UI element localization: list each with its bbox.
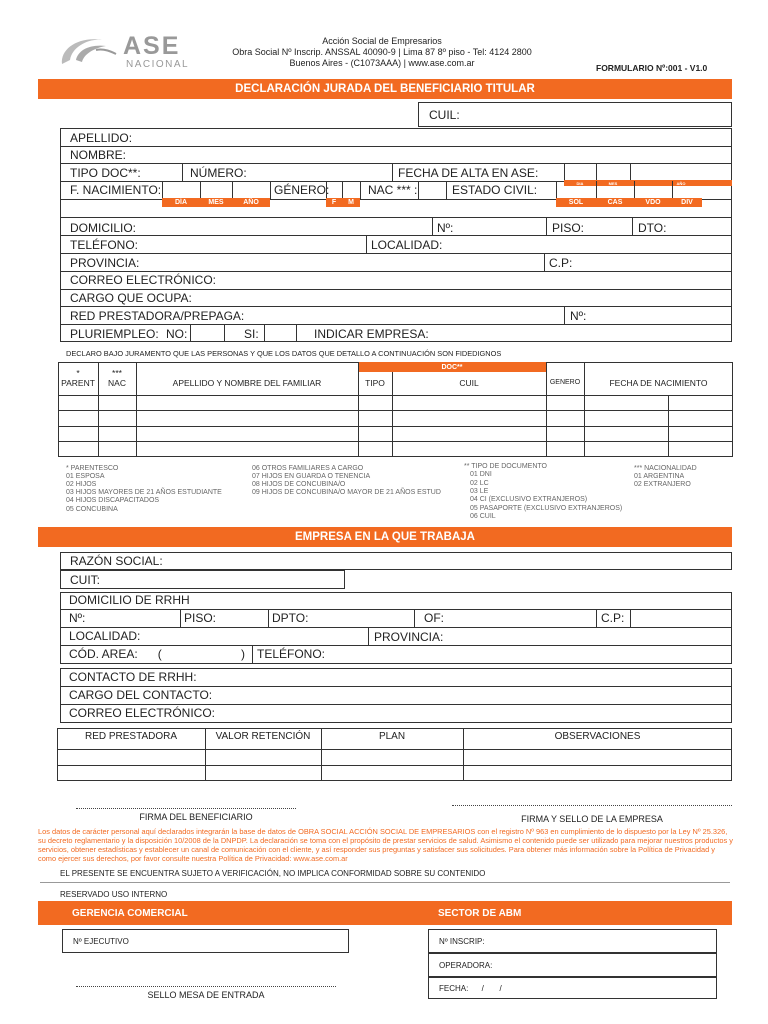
logo xyxy=(56,30,190,72)
tipo-doc-label: TIPO DOC**: xyxy=(70,166,141,180)
genero-f-tag: F xyxy=(326,198,342,207)
rrhh-cp-label: C.P: xyxy=(601,611,625,625)
domicilio-rrhh-label: DOMICILIO DE RRHH xyxy=(69,593,190,607)
pluriempleo-label: PLURIEMPLEO: xyxy=(70,327,159,341)
section-title-declaracion xyxy=(38,79,732,99)
cuit-field[interactable] xyxy=(60,570,345,589)
cod-area-label: CÓD. AREA: ( xyxy=(69,647,162,661)
ase-swoosh-icon xyxy=(56,30,128,72)
col-plan: PLAN xyxy=(378,731,406,742)
telefono-label: TELÉFONO: xyxy=(70,238,139,252)
estado-civil-label: ESTADO CIVIL: xyxy=(452,183,538,197)
rrhh-correo-label: CORREO ELECTRÓNICO: xyxy=(69,706,216,720)
correo-label: CORREO ELECTRÓNICO: xyxy=(70,273,217,287)
fecha-field[interactable] xyxy=(428,977,717,999)
note-line: 01 DNI xyxy=(470,471,492,478)
col-apellido: APELLIDO Y NOMBRE DEL FAMILIAR xyxy=(172,378,322,388)
nro-ejecutivo-field[interactable] xyxy=(62,929,349,953)
org-line3: Buenos Aires - (C1073AAA) | www.ase.com.ar xyxy=(289,58,475,68)
alta-dia-tag: DIA xyxy=(564,180,596,186)
section-title-text: EMPRESA EN LA QUE TRABAJA xyxy=(295,531,475,543)
note-line: 08 HIJOS DE CONCUBINA/O xyxy=(252,481,346,488)
note-line: 06 CUIL xyxy=(470,513,496,520)
form-id: FORMULARIO Nº:001 - V1.0 xyxy=(596,63,708,73)
col-red-prestadora: RED PRESTADORA xyxy=(84,731,178,742)
red-label: RED PRESTADORA/PREPAGA: xyxy=(70,309,245,323)
contacto-label: CONTACTO DE RRHH: xyxy=(69,670,197,684)
nombre-label: NOMBRE: xyxy=(70,148,127,162)
localidad-label: LOCALIDAD: xyxy=(371,238,443,252)
mes-tag: MES xyxy=(200,198,232,207)
col-parent: PARENT xyxy=(61,378,95,388)
dia-tag: DÍA xyxy=(162,198,200,207)
note-line: 03 LE xyxy=(470,488,489,495)
alta-anio-tag: AÑO xyxy=(630,180,732,186)
privacy-notice: Los datos de carácter personal aquí declarados integrarán la base de datos de OBRA SOCIAL ACCIÓN SOCIAL DE EMPRESARIOS con el registro Nº 963 en cumplimiento de lo dispuesto por la Ley Nº 25.326, su decreto reglamentario y la disposición 10/2008 de la DNPDP. La declaración se toma con el propósito de prestar servicios de salud. Asimismo el contenido puede ser utilizado para mejorar nuestros productos y servicios, obtener estadísticas y establecer un canal de comunicación con el cliente, y así responder sus preguntas y satisfacer sus solicitudes. Para obtener más información sobre la Política de Privacidad y como ejercer sus derechos, por favor consulte nuestra Política de Privacidad: www.ase.com.ar xyxy=(38,827,733,863)
razon-social-label: RAZÓN SOCIAL: xyxy=(70,554,163,568)
rrhh-nro-label: Nº: xyxy=(69,611,86,625)
col-fecha-nac: FECHA DE NACIMIENTO xyxy=(609,378,708,388)
genero-label: GÉNERO: xyxy=(274,183,330,197)
gerencia-comercial-text: GERENCIA COMERCIAL xyxy=(72,907,188,919)
note-line: 04 CI (EXCLUSIVO EXTRANJEROS) xyxy=(470,496,588,503)
verificacion-note: EL PRESENTE SE ENCUENTRA SUJETO A VERIFICACIÓN, NO IMPLICA CONFORMIDAD SOBRE SU CONTENIDO xyxy=(60,869,486,878)
rrhh-of-label: OF: xyxy=(424,611,444,625)
note-line: 03 HIJOS MAYORES DE 21 AÑOS ESTUDIANTE xyxy=(66,489,222,496)
note-line: * PARENTESCO xyxy=(66,465,119,472)
gerencia-comercial-bar xyxy=(38,901,732,925)
cp-label: C.P: xyxy=(549,256,573,270)
col-parent-star: * xyxy=(76,368,80,378)
note-line: 09 HIJOS DE CONCUBINA/O MAYOR DE 21 AÑOS ESTUD xyxy=(252,489,441,496)
vdo-tag: VDO xyxy=(634,198,672,207)
apellido-label: APELLIDO: xyxy=(70,131,133,145)
note-line: 02 LC xyxy=(470,480,489,487)
sello-line xyxy=(76,986,336,987)
note-line: 05 CONCUBINA xyxy=(66,506,118,513)
domicilio-label: DOMICILIO: xyxy=(70,221,137,235)
note-line: 01 ESPOSA xyxy=(66,473,105,480)
div-tag: DIV xyxy=(672,198,702,207)
note-line: ** TIPO DE DOCUMENTO xyxy=(464,463,547,470)
anio-tag: AÑO xyxy=(232,198,270,207)
cuil-field[interactable] xyxy=(418,102,732,127)
rrhh-provincia-label: PROVINCIA: xyxy=(374,630,444,644)
section-title-empresa xyxy=(38,527,732,547)
operadora-field[interactable] xyxy=(428,953,717,977)
fecha-label: FECHA: / / xyxy=(439,984,502,993)
sello-mesa-label: SELLO MESA DE ENTRADA xyxy=(147,990,265,1000)
col-tipo: TIPO xyxy=(365,378,385,388)
rrhh-localidad-label: LOCALIDAD: xyxy=(69,629,141,643)
note-line: 04 HIJOS DISCAPACITADOS xyxy=(66,497,160,504)
col-observaciones: OBSERVACIONES xyxy=(554,731,641,742)
domicilio-nro-label: Nº: xyxy=(437,221,454,235)
note-line: *** NACIONALIDAD xyxy=(634,465,697,472)
col-cuil: CUIL xyxy=(459,378,479,388)
logo-sub: NACIONAL xyxy=(126,59,190,70)
cas-tag: CAS xyxy=(596,198,634,207)
sector-abm-text: SECTOR DE ABM xyxy=(438,907,522,919)
pluriempleo-no-label: NO: xyxy=(166,327,188,341)
org-line1: Acción Social de Empresarios xyxy=(322,36,442,46)
reservado-label: RESERVADO USO INTERNO xyxy=(60,890,168,899)
red-nro-label: Nº: xyxy=(570,309,587,323)
f-nacimiento-label: F. NACIMIENTO: xyxy=(70,183,162,197)
firma-empresa-label: FIRMA Y SELLO DE LA EMPRESA xyxy=(521,814,663,824)
rrhh-piso-label: PISO: xyxy=(184,611,217,625)
col-genero: GENERO xyxy=(549,379,581,386)
sol-tag: SOL xyxy=(556,198,596,207)
col-nac: NAC xyxy=(108,378,126,388)
cargo-contacto-label: CARGO DEL CONTACTO: xyxy=(69,688,213,702)
provincia-label: PROVINCIA: xyxy=(70,256,140,270)
note-line: 05 PASAPORTE (EXCLUSIVO EXTRANJEROS) xyxy=(470,505,623,512)
razon-social-field[interactable] xyxy=(60,552,732,570)
nro-inscrip-label: Nº INSCRIP: xyxy=(439,937,485,946)
col-nac-star: *** xyxy=(112,368,122,378)
rrhh-telefono-label: TELÉFONO: xyxy=(257,647,326,661)
declaro-text: DECLARO BAJO JURAMENTO QUE LAS PERSONAS Y QUE LOS DATOS QUE DETALLO A CONTINUACIÓN SON FIDEDIGNOS xyxy=(66,349,502,358)
cuil-label: CUIL: xyxy=(429,108,460,122)
nac-label: NAC *** : xyxy=(368,183,418,197)
note-line: 02 HIJOS xyxy=(66,481,97,488)
doc-tag: DOC** xyxy=(358,362,546,372)
alta-mes-tag: MES xyxy=(596,180,630,186)
firma-beneficiario-line xyxy=(76,808,296,809)
col-valor-retencion: VALOR RETENCIÓN xyxy=(215,731,311,742)
cargo-label: CARGO QUE OCUPA: xyxy=(70,291,192,305)
note-line: 02 EXTRANJERO xyxy=(634,481,691,488)
fecha-alta-label: FECHA DE ALTA EN ASE: xyxy=(398,166,539,180)
section-title-text: DECLARACIÓN JURADA DEL BENEFICIARIO TITULAR xyxy=(235,83,535,95)
nro-inscrip-field[interactable] xyxy=(428,929,717,953)
cod-area-close: ) xyxy=(241,647,245,661)
cuit-label: CUIT: xyxy=(70,573,100,587)
piso-label: PISO: xyxy=(552,221,585,235)
pluriempleo-si-label: SI: xyxy=(244,327,259,341)
note-line: 06 OTROS FAMILIARES A CARGO xyxy=(252,465,364,472)
indicar-empresa-label: INDICAR EMPRESA: xyxy=(314,327,429,341)
firma-beneficiario-label: FIRMA DEL BENEFICIARIO xyxy=(139,812,253,822)
genero-m-tag: M xyxy=(342,198,360,207)
numero-label: NÚMERO: xyxy=(190,166,247,180)
note-line: 01 ARGENTINA xyxy=(634,473,685,480)
firma-empresa-line xyxy=(452,805,732,806)
rrhh-dpto-label: DPTO: xyxy=(272,611,309,625)
dto-label: DTO: xyxy=(638,221,667,235)
note-line: 07 HIJOS EN GUARDA O TENENCIA xyxy=(252,473,371,480)
operadora-label: OPERADORA: xyxy=(439,961,493,970)
logo-text: ASE xyxy=(123,32,181,60)
org-line2: Obra Social Nº Inscrip. ANSSAL 40090-9 | Lima 87 8º piso - Tel: 4124 2800 xyxy=(232,47,532,57)
nro-ejecutivo-label: Nº EJECUTIVO xyxy=(73,937,129,946)
